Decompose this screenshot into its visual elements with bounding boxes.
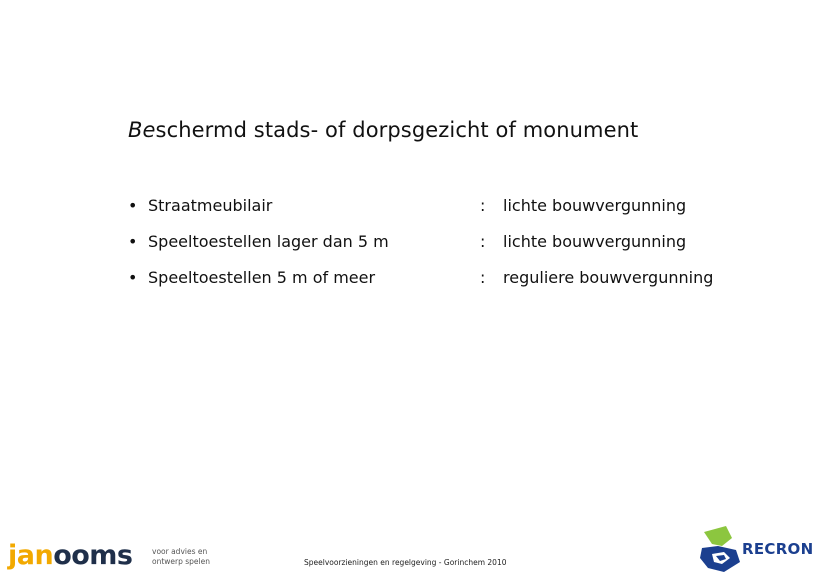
list-item-separator: :: [480, 196, 486, 215]
slide-title: [128, 118, 638, 142]
janooms-logo-wordmark: [8, 540, 133, 572]
footer-caption: Speelvoorzieningen en regelgeving - Gorinchem 2010: [304, 558, 507, 567]
list-item: [128, 268, 768, 304]
list-item-label: Straatmeubilair: [148, 196, 273, 215]
bullet-icon: •: [128, 232, 138, 251]
janooms-logo-part2: ooms: [53, 540, 133, 571]
list-item-value: reguliere bouwvergunning: [503, 268, 714, 287]
slide-title-rest: schermd stads- of dorpsgezicht of monument: [155, 118, 639, 142]
list-item-label: Speeltoestellen 5 m of meer: [148, 268, 376, 287]
janooms-logo-part1: jan: [8, 540, 54, 571]
list-item-separator: :: [480, 232, 486, 251]
list-item-value: lichte bouwvergunning: [503, 232, 687, 251]
recron-emblem-icon: [698, 524, 746, 576]
list-item: [128, 232, 768, 268]
list-item-separator: :: [480, 268, 486, 287]
slide-title-emphasis: Be: [128, 118, 156, 142]
tagline-line-1: voor advies en: [152, 547, 208, 556]
bullet-icon: •: [128, 196, 138, 215]
bullet-list: [128, 196, 768, 304]
list-item-value: lichte bouwvergunning: [503, 196, 687, 215]
list-item: [128, 196, 768, 232]
list-item-label: Speeltoestellen lager dan 5 m: [148, 232, 389, 251]
janooms-tagline: [152, 547, 210, 567]
tagline-line-2: ontwerp spelen: [152, 557, 210, 566]
recron-wordmark: RECRON: [742, 540, 814, 558]
recron-logo: [698, 524, 822, 576]
bullet-icon: •: [128, 268, 138, 287]
